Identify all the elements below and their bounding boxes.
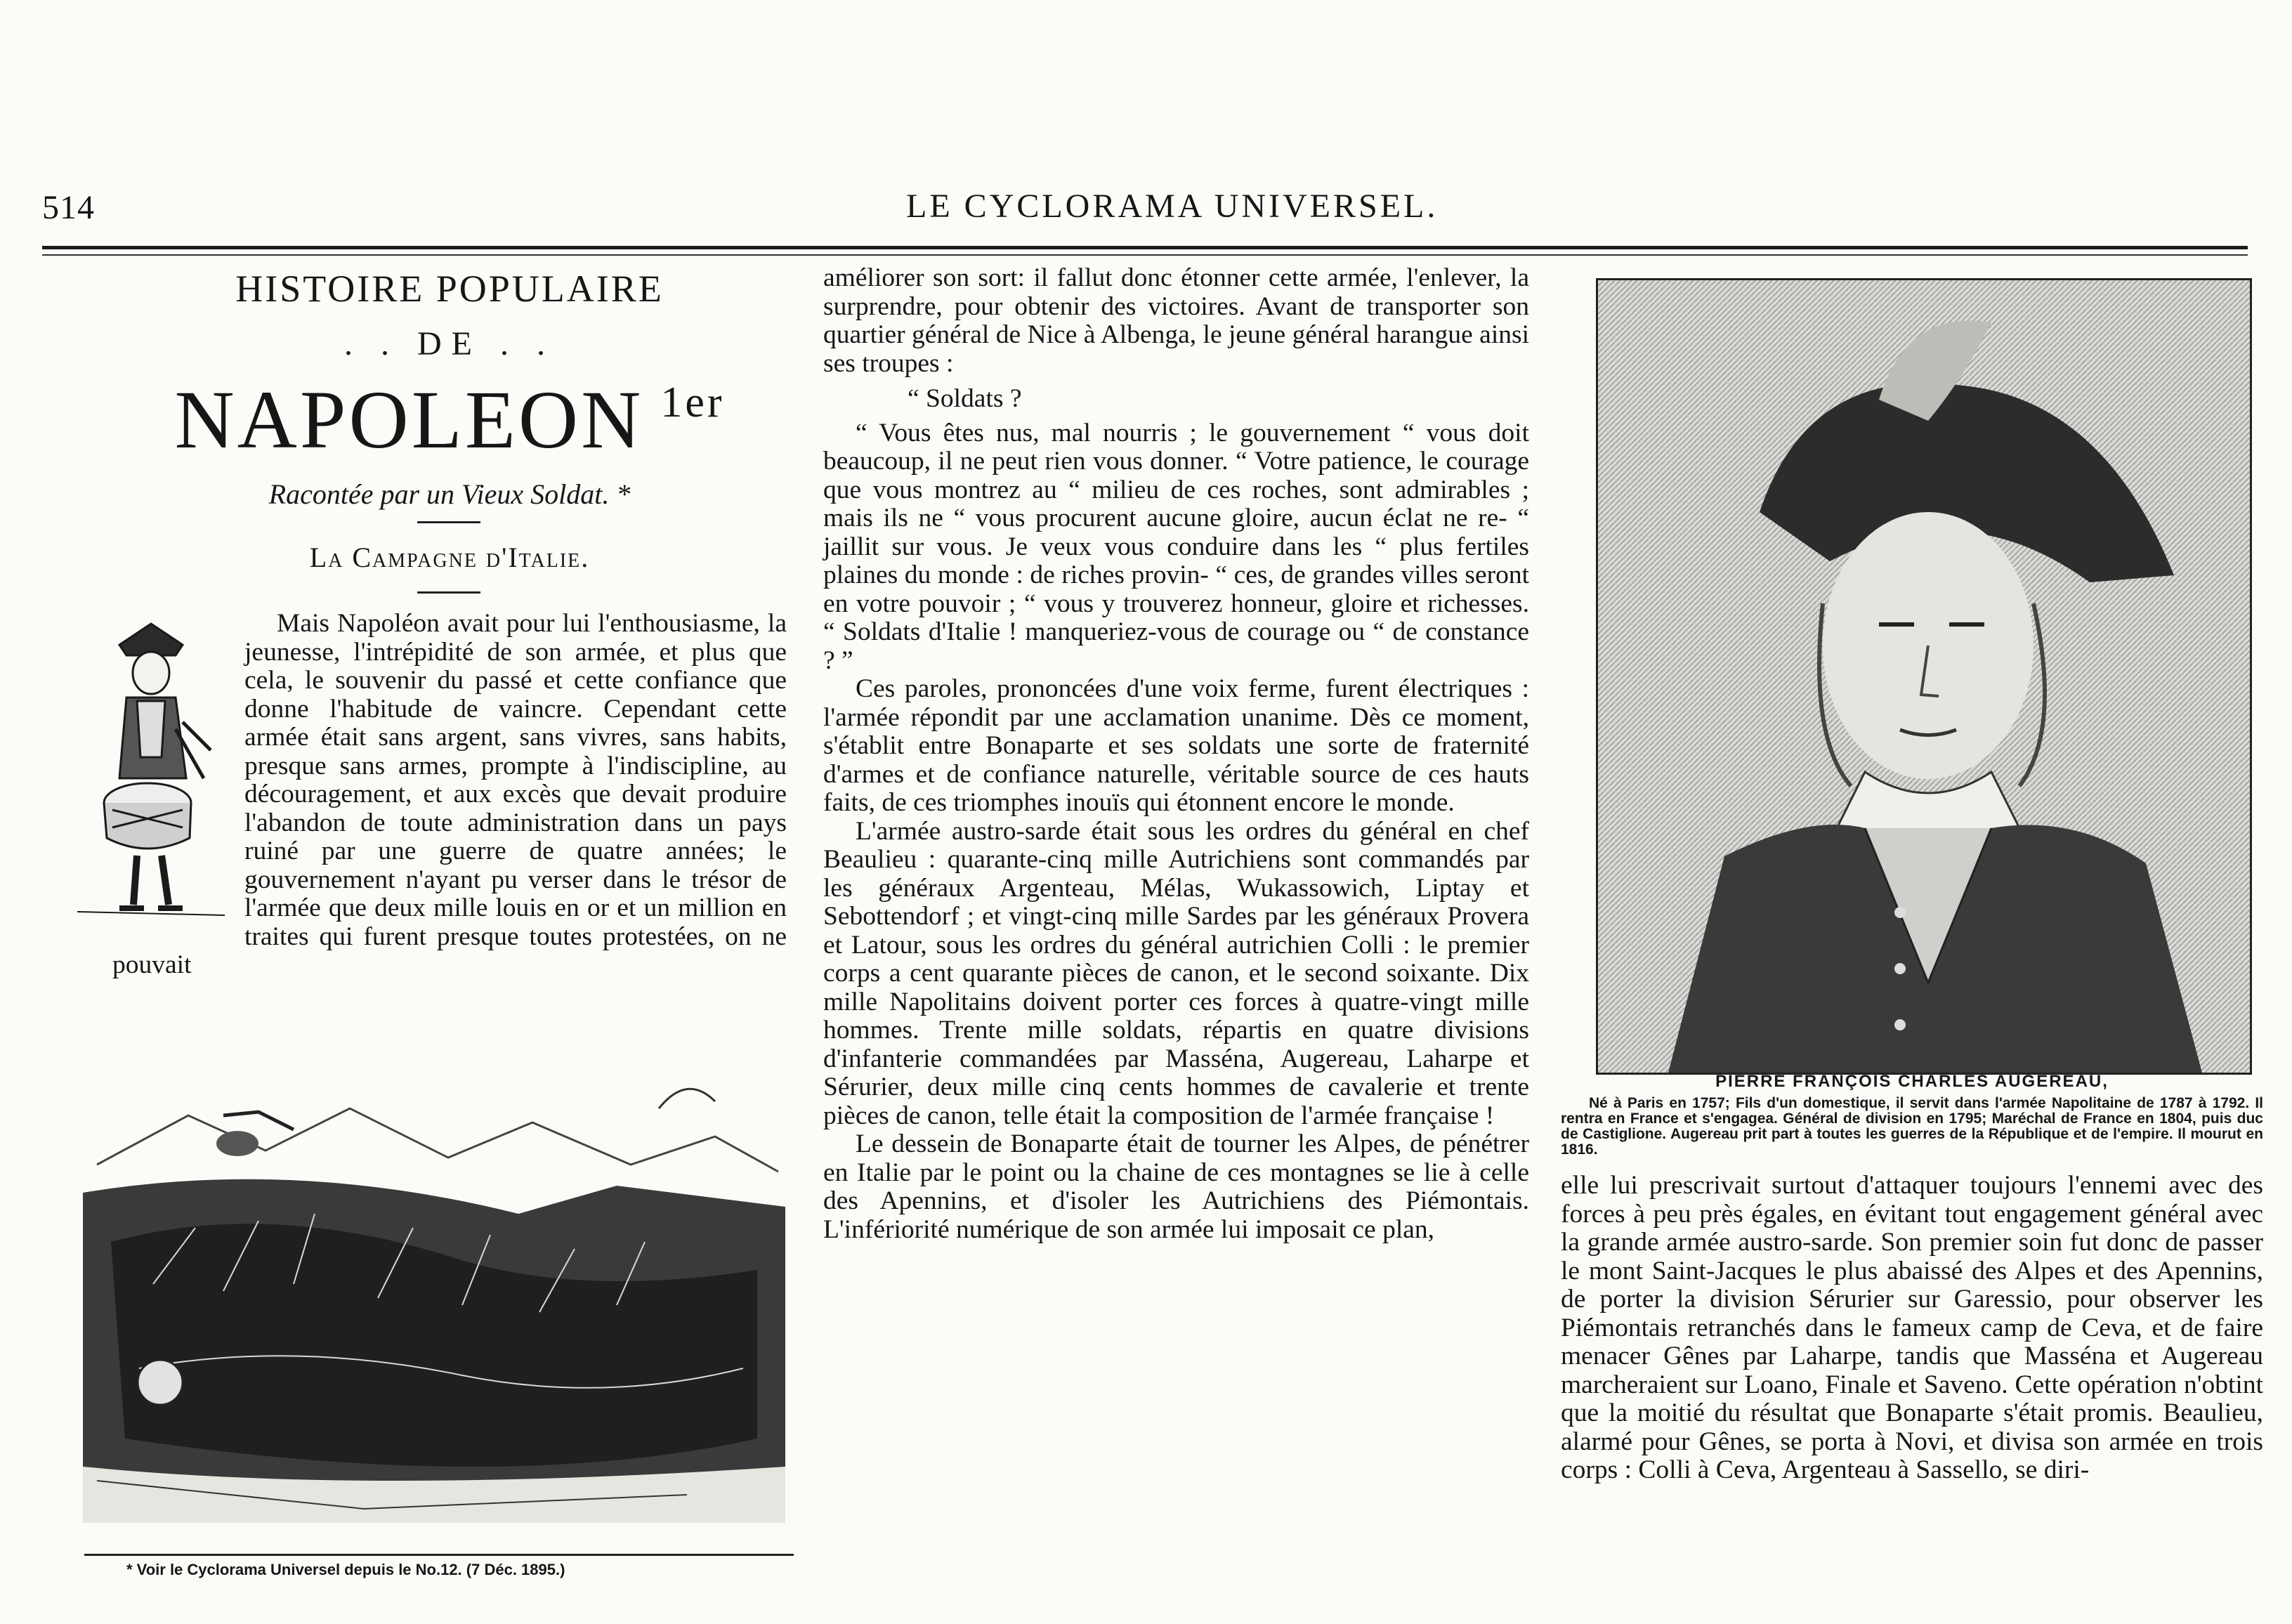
battle-scene-illustration [83,1073,785,1523]
speech-heading: “ Soldats ? [908,384,1022,413]
footnote: * Voir le Cyclorama Universel depuis le No.12. (7 Déc. 1895.) [126,1561,565,1578]
page-number: 514 [42,189,95,226]
col3-paragraph: elle lui prescrivait surtout d'attaquer toujours l'ennemi avec des forces à peu près égales, en évitant tout engagement général avec la grande armée austro-sarde. Son premier soin fut donc de passer le mont Saint-Jacques le plus abaissé des Alpes et des Apennins, de porter la division Sérurier sur Garessio, pour observer les Piémontais retranchés dans le fameux camp de Ceva, et de faire menacer Gênes par Laharpe, tandis que Masséna et Augereau marcheraient sur Loano, Finale et Saveno. Cette opération n'obtint que la moitié du résultat que Bonaparte s'était promis. Beaulieu, alarmé pour Gênes, se porta à Novi, et divisa son armée en trois corps : Colli à Ceva, Argenteau à Sassello, se diri- [1561,1171,2263,1484]
drummer-boy-illustration [70,617,232,926]
column-3-text [1561,1172,2263,1485]
column-1-text [112,610,787,980]
title-de: . . DE . . [344,325,555,362]
augereau-portrait [1596,278,2252,1075]
portrait-caption-title: PIERRE FRANÇOIS CHARLES AUGEREAU, [1715,1072,2109,1091]
speech-quote: “ Vous êtes nus, mal nourris ; le gouvernement “ vous doit beaucoup, il ne peut rien vous donner. “ Votre patience, le courage que vous montrez au “ milieu de ces roches, sont admirables ; mais ils ne “ vous procurent aucune gloire, aucun éclat ne re- “ jaillit sur vous. Je veux vous conduire dans les “ plus fertiles plaines du monde : de riches provin- “ ces, de grandes villes seront en votre pouvoir ; “ vous y trouverez honneur, gloire et richesses. “ Soldats d'Italie ! manqueriez-vous de courage ou “ de constance ? ” [823,418,1529,675]
column-2-text [823,264,1529,1244]
running-title: LE CYCLORAMA UNIVERSEL. [906,188,1439,225]
col2-paragraph-4: Le dessein de Bonaparte était de tourner les Alpes, de pénétrer en Italie par le point ou la chaine de ces montagnes se lie à celle des Apennins, et d'isoler les Autrichiens des Piémontais. L'infériorité numérique de son armée lui imposait ce plan, [823,1129,1529,1244]
header-rule-thin [42,254,2248,256]
title-napoleon-text: NAPOLEON [174,374,644,466]
title-divider [417,521,480,523]
article-subtitle: Racontée par un Vieux Soldat. * [268,478,631,510]
col2-paragraph-3: L'armée austro-sarde était sous les ordres du général en chef Beaulieu : quarante-cinq mille Autrichiens sont commandés par les généraux Argenteau, Mélas, Wukassowich, Liptay et Sebottendorf ; et vingt-cinq mille Sardes par les généraux Provera et Latour, sous les ordres du général autrichien Colli : le premier corps a cent quarante pièces de canon, et le second soixante. Dix mille Napolitains doivent porter ces forces à quatre-vingt mille hommes. Trente mille soldats, répartis en quatre divisions d'infanterie commandées par Masséna, Augereau, Laharpe et Sérurier, deux mille cinq cents hommes de cavalerie et trente pièces de canon, telle était la composition de l'armée française ! [823,816,1529,1130]
title-histoire: HISTOIRE POPULAIRE [235,268,664,310]
portrait-engraving [1598,280,2250,1073]
title-napoleon-sup: 1er [660,379,725,426]
col2-paragraph-1: améliorer son sort: il fallut donc étonner cette armée, l'enlever, la surprendre, pour obtenir des victoires. Avant de transporter son quartier général de Nice à Albenga, le jeune général harangue ainsi ses troupes : [823,263,1529,378]
section-heading: La Campagne d'Italie. [309,542,590,573]
col2-paragraph-2: Ces paroles, prononcées d'une voix ferme, furent électriques : l'armée répondit par une acclamation unanime. Dès ce moment, s'établit entre Bonaparte et ses soldats une sorte de fraternité d'armes et de confiance naturelle, véritable source de ces hauts faits, de ces triomphes inouïs qui étonnent encore le monde. [823,674,1529,817]
footnote-rule [84,1554,794,1556]
title-napoleon [112,372,787,468]
header-rule [42,246,2248,249]
col1-paragraph: Mais Napoléon avait pour lui l'enthousiasme, la jeunesse, l'intrépidité de son armée, et plus que cela, le souvenir du passé et cette confiance que donne l'habitude de vaincre. Cependant cette armée était sans argent, sans vivres, sans habits, presque sans armes, prompte à l'indiscipline, au découragement, et aux excès que devait produire l'abandon de toute administration dans un pays ruiné par une guerre de quatre années; le gouvernement n'ayant pu verser dans le trésor de l'armée que deux mille louis en or et un million en traites qui furent presque toutes protestées, on ne pouvait [112,609,787,979]
portrait-caption-body: Né à Paris en 1757; Fils d'un domestique, il servit dans l'armée Napolitaine de 1787 à 1792. Il rentra en France et s'engagea. Général de division en 1795; Maréchal de France en 1804, puis duc de Castiglione. Augereau prit part à toutes les guerres de la République et de l'empire. Il mourut en 1816. [1561,1095,2263,1158]
section-divider [417,591,480,594]
